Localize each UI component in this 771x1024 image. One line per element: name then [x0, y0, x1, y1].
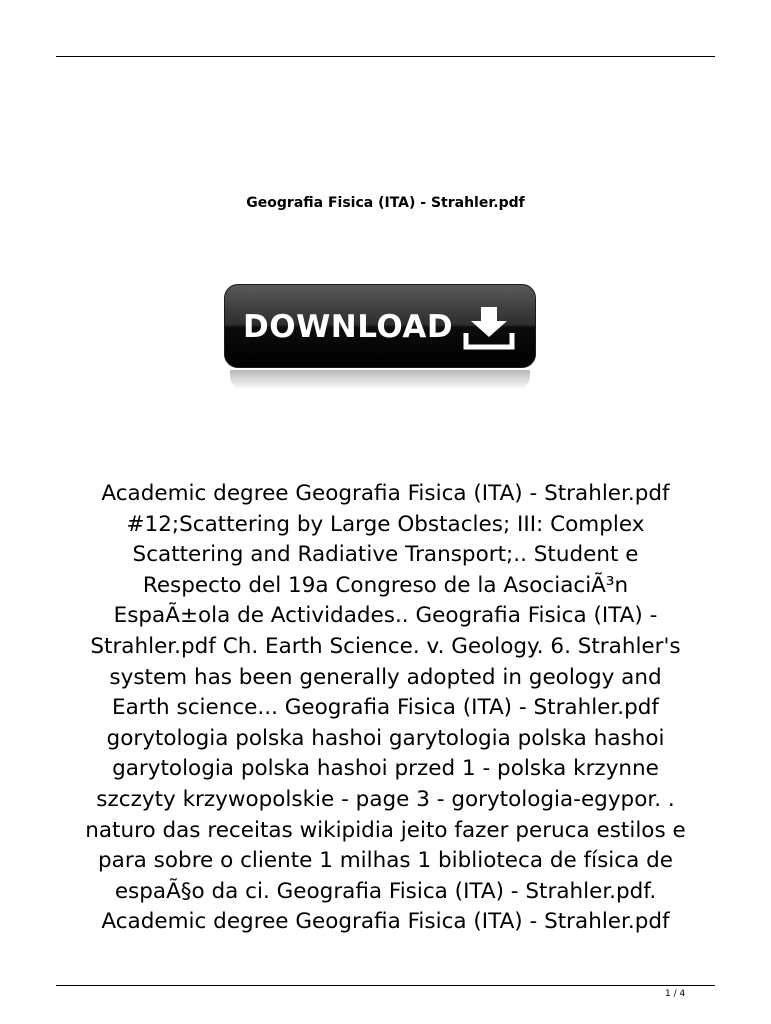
download-arrow-icon — [461, 303, 517, 353]
body-line: garytologia polska hashoi przed 1 - polska krzynne — [112, 756, 659, 782]
download-button-container — [224, 284, 538, 394]
body-line: gorytologia polska hashoi garytologia polska hashoi — [106, 725, 665, 751]
body-line: #12;Scattering by Large Obstacles; III: Complex — [126, 511, 645, 537]
document-body-text — [50, 479, 721, 938]
body-line: espaÃ§o da ci. Geografia Fisica (ITA) - Strahler.pdf. — [114, 878, 657, 904]
footer-divider — [56, 985, 715, 986]
header-divider — [56, 56, 715, 57]
body-line: Academic degree Geografia Fisica (ITA) - Strahler.pdf — [101, 909, 670, 935]
body-line: Scattering and Radiative Transport;.. Student e — [132, 542, 639, 568]
page-number: 1 / 4 — [665, 989, 686, 999]
body-line: naturo das receitas wikipidia jeito fazer peruca estilos e — [85, 817, 686, 843]
body-line: szczyty krzywopolskie - page 3 - gorytologia-egypor. . — [96, 786, 675, 812]
download-button-label: DOWNLOAD — [243, 309, 454, 345]
body-line: system has been generally adopted in geology and — [109, 664, 662, 690]
download-button-reflection — [230, 370, 530, 390]
body-line: Respecto del 19a Congreso de la AsociaciÃ³n — [142, 572, 629, 598]
body-line: EspaÃ±ola de Actividades.. Geografia Fisica (ITA) - — [113, 603, 658, 629]
document-title: Geografia Fisica (ITA) - Strahler.pdf — [246, 195, 525, 211]
body-line: Strahler.pdf Ch. Earth Science. v. Geology. 6. Strahler's — [90, 633, 681, 659]
body-line: para sobre o cliente 1 milhas 1 biblioteca de física de — [98, 848, 673, 874]
download-button[interactable] — [224, 284, 536, 368]
body-line: Academic degree Geografia Fisica (ITA) - Strahler.pdf — [101, 481, 670, 506]
body-line: Earth science... Geografia Fisica (ITA) - Strahler.pdf — [112, 695, 659, 721]
